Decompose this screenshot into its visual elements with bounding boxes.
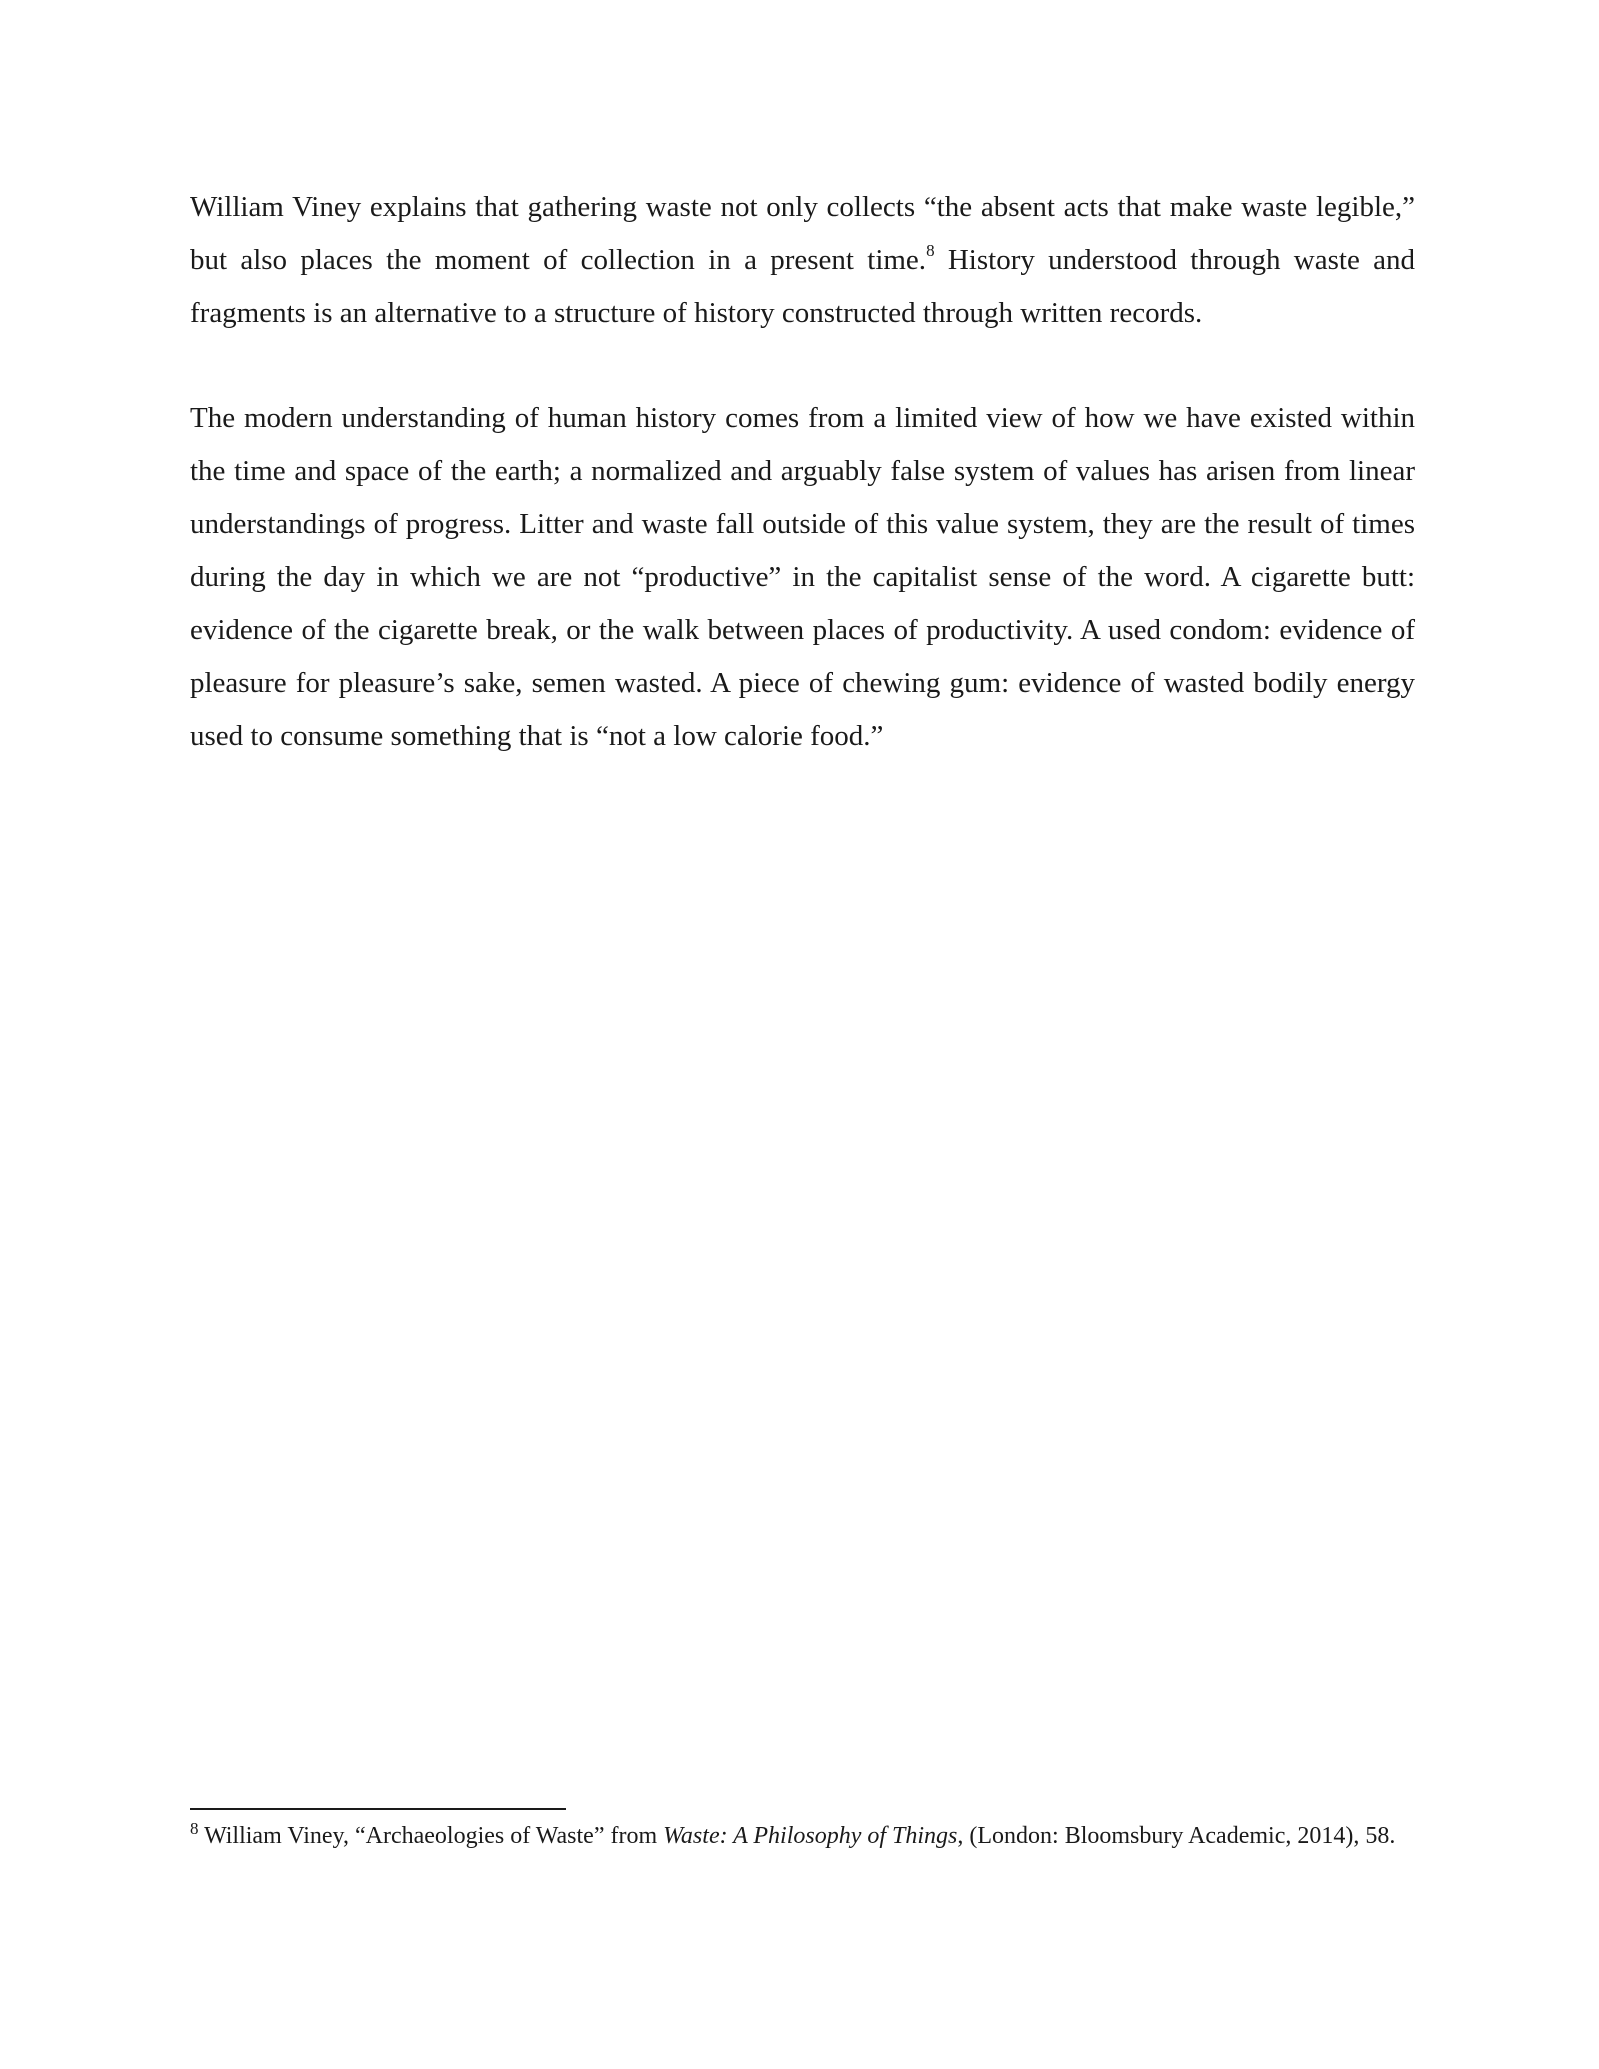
footnote-number: 8 [190, 1819, 199, 1838]
footnote [190, 1821, 1415, 1851]
paragraph-1-text: William Viney explains that gathering waste not only collects “the absent acts that make waste legible,” but also places the moment of collection in a present time. [190, 191, 1415, 276]
footnote-book-title: Waste: A Philosophy of Things [663, 1823, 958, 1849]
footnote-text: William Viney, “Archaeologies of Waste” from [198, 1823, 664, 1849]
paragraph-1-text-continued: History understood through waste and fragments is an alternative to a structure of history constructed through written records. [190, 244, 1415, 329]
footnote-text-continued: , (London: Bloomsbury Academic, 2014), 58. [957, 1823, 1396, 1849]
body-paragraph-1 [190, 181, 1415, 340]
footnote-reference[interactable]: 8 [926, 241, 935, 261]
footnote-separator [190, 1808, 566, 1810]
body-paragraph-2: The modern understanding of human history comes from a limited view of how we have existed within the time and space of the earth; a normalized and arguably false system of values has arisen from linear understandings of progress. Litter and waste fall outside of this value system, they are the result of times during the day in which we are not “productive” in the capitalist sense of the word. A cigarette butt: evidence of the cigarette break, or the walk between places of productivity. A used condom: evidence of pleasure for pleasure’s sake, semen wasted. A piece of chewing gum: evidence of wasted bodily energy used to consume something that is “not a low calorie food.” [190, 402, 1415, 752]
